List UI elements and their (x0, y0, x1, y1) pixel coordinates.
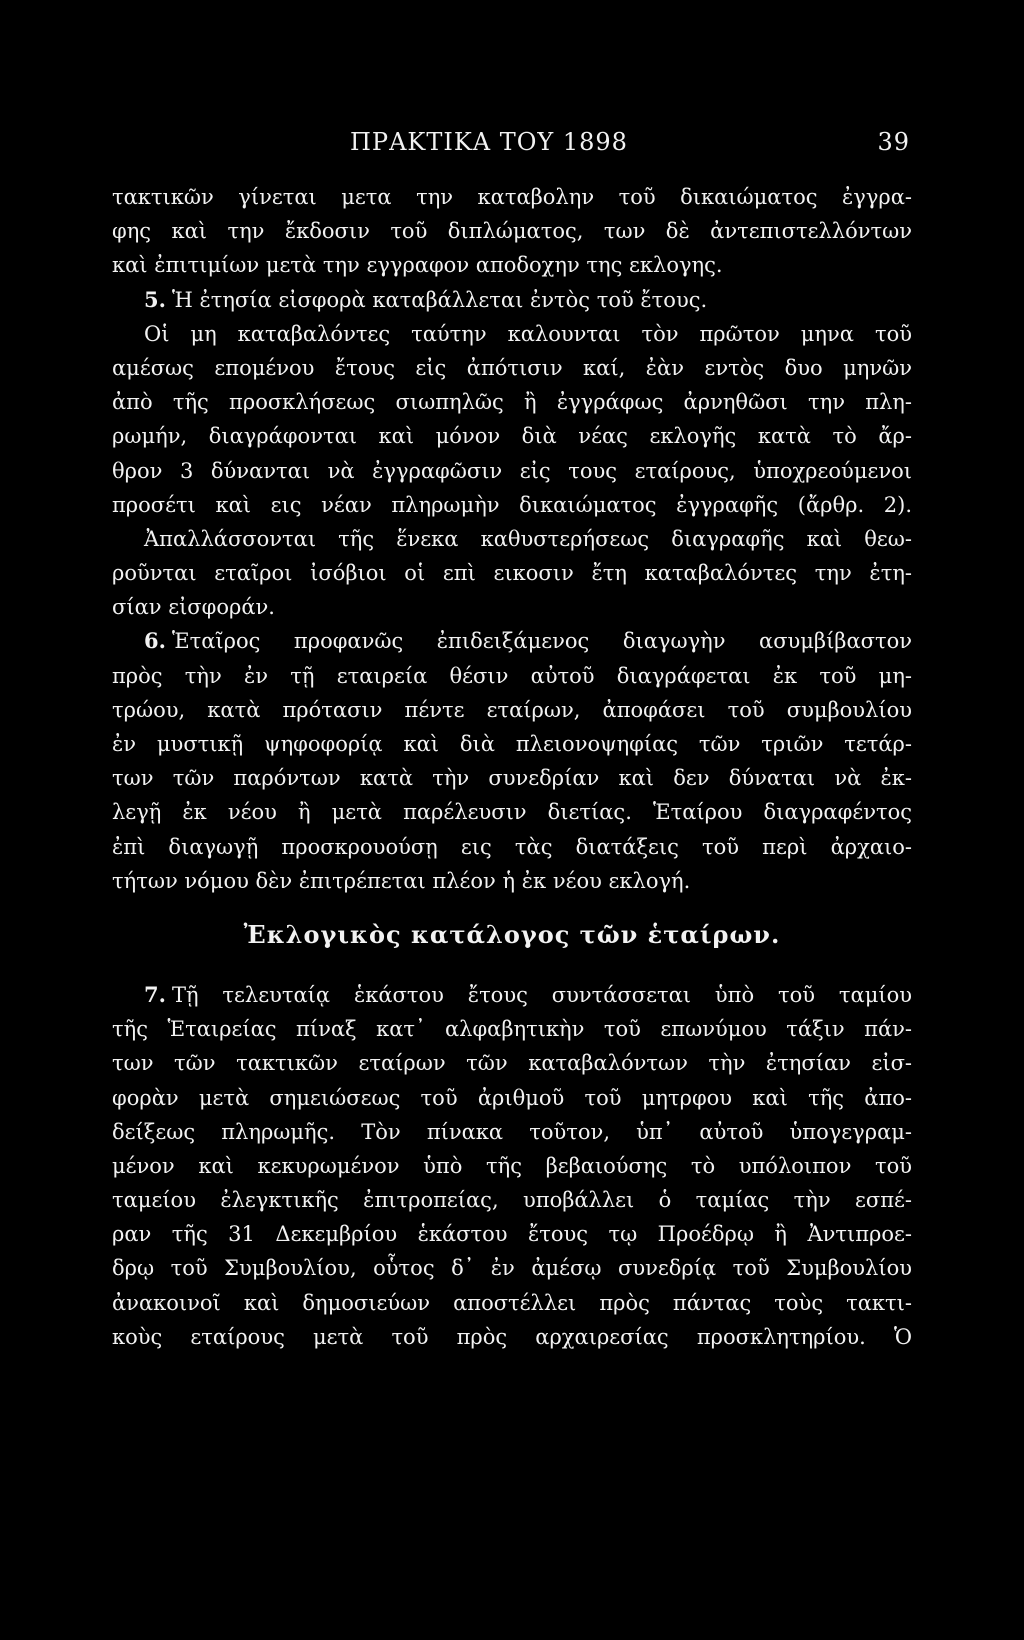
text-line: καὶ ἐπιτιμίων μετὰ την εγγραφον αποδοχην της εκλογης. (112, 253, 723, 278)
text-line: τρώου, κατὰ πρότασιν πέντε εταίρων, ἀποφάσει τοῦ συμβουλίου (112, 697, 912, 722)
text-line: λεγῇ ἐκ νέου ἢ μετὰ παρέλευσιν διετίας. Ἑταίρου διαγραφέντος (112, 800, 912, 825)
text-line: τήτων νόμου δὲν ἐπιτρέπεται πλέον ἡ ἐκ νέου εκλογή. (112, 868, 691, 893)
text-line: φης καὶ την ἔκδοσιν τοῦ διπλώματος, των δὲ ἀντεπιστελλόντων (112, 219, 912, 244)
article-5 (112, 283, 912, 317)
text-line: των τῶν τακτικῶν εταίρων τῶν καταβαλόντων τὴν ἐτησίαν εἰσ- (112, 1051, 912, 1076)
text-line: θρον 3 δύνανται νὰ ἐγγραφῶσιν εἰς τους εταίρους, ὑποχρεούμενοι (112, 458, 912, 483)
article-6-text: Ἑταῖρος προφανῶς ἐπιδειξάμενος διαγωγὴν ασυμβίβαστον (171, 629, 912, 654)
article-6 (112, 624, 912, 658)
text-line: φορὰν μετὰ σημειώσεως τοῦ ἀριθμοῦ τοῦ μητρφου καὶ τῆς ἀπο- (112, 1085, 912, 1110)
text-line: πρὸς τὴν ἐν τῇ εταιρεία θέσιν αὐτοῦ διαγράφεται ἐκ τοῦ μη- (112, 663, 912, 688)
text-line: ρωμήν, διαγράφονται καὶ μόνον διὰ νέας εκλογῆς κατὰ τὸ ἄρ- (112, 424, 912, 449)
text-line: δρῳ τοῦ Συμβουλίου, οὗτος δ᾽ ἐν ἀμέσῳ συνεδρίᾳ τοῦ Συμβουλίου (112, 1256, 912, 1281)
text-line: τακτικῶν γίνεται μετα την καταβολην τοῦ δικαιώματος ἐγγρα- (112, 185, 912, 209)
article-7 (112, 978, 912, 1012)
text-line: κοὺς εταίρους μετὰ τοῦ πρὸς αρχαιρεσίας προσκλητηρίου. Ὁ (112, 1324, 912, 1349)
running-title: ΠΡΑΚΤΙΚΑ ΤΟΥ 1898 (350, 128, 628, 156)
text-line: Οἱ μη καταβαλόντες ταύτην καλουνται τὸν πρῶτον μηνα τοῦ (144, 321, 912, 346)
running-header (110, 128, 910, 164)
text-line: ταμείου ἐλεγκτικῆς ἐπιτροπείας, υποβάλλει ὁ ταμίας τὴν εσπέ- (112, 1188, 912, 1213)
text-line: ἀπὸ τῆς προσκλήσεως σιωπηλῶς ἢ ἐγγράφως ἀρνηθῶσι την πλη- (112, 390, 912, 415)
article-7-text: Τῇ τελευταίᾳ ἑκάστου ἔτους συντάσσεται ὑπὸ τοῦ ταμίου (171, 982, 912, 1007)
text-line: ἐπὶ διαγωγῇ προσκρουούσῃ εις τὰς διατάξεις τοῦ περὶ ἀρχαιο- (112, 834, 912, 859)
page-number: 39 (877, 128, 910, 156)
text-line: Ἀπαλλάσσονται τῆς ἕνεκα καθυστερήσεως διαγραφῆς καὶ θεω- (144, 526, 912, 551)
text-line: τῆς Ἑταιρείας πίναξ κατ᾽ αλφαβητικὴν τοῦ επωνύμου τάξιν πάν- (112, 1017, 912, 1042)
text-line: δείξεως πληρωμῆς. Τὸν πίνακα τοῦτον, ὑπ᾽ αὐτοῦ ὑπογεγραμ- (112, 1119, 912, 1144)
section-heading: Ἐκλογικὸς κατάλογος τῶν ἑταίρων. (243, 919, 781, 949)
text-line: σίαν εἰσφοράν. (112, 595, 275, 620)
article-6-number: 6. (144, 628, 166, 654)
text-line: των τῶν παρόντων κατὰ τὴν συνεδρίαν καὶ δεν δύναται νὰ ἐκ- (112, 766, 912, 791)
text-line: αμέσως επομένου ἔτους εἰς ἀπότισιν καί, ἐὰν εντὸς δυο μηνῶν (112, 355, 912, 380)
text-line: ἐν μυστικῇ ψηφοφορίᾳ καὶ διὰ πλειονοψηφίας τῶν τριῶν τετάρ- (112, 732, 912, 756)
article-7-number: 7. (144, 981, 166, 1007)
text-line: ἀνακοινοῖ καὶ δημοσιεύων αποστέλλει πρὸς πάντας τοὺς τακτι- (112, 1290, 912, 1315)
text-body (112, 180, 912, 1354)
text-line: ραν τῆς 31 Δεκεμβρίου ἑκάστου ἔτους τῳ Προέδρῳ ἢ Ἀντιπροε- (112, 1222, 912, 1247)
article-5-text: Ἡ ἐτησία εἰσφορὰ καταβάλλεται ἐντὸς τοῦ ἔτους. (171, 287, 708, 312)
text-line: μένον καὶ κεκυρωμένον ὑπὸ τῆς βεβαιούσης τὸ υπόλοιπον τοῦ (112, 1153, 912, 1178)
text-line: προσέτι καὶ εις νέαν πληρωμὴν δικαιώματος ἐγγραφῆς (ἄρθρ. 2). (112, 492, 912, 517)
text-line: ροῦνται εταῖροι ἰσόβιοι οἱ επὶ εικοσιν ἔτη καταβαλόντες την ἐτη- (112, 561, 912, 586)
article-5-number: 5. (144, 286, 166, 312)
